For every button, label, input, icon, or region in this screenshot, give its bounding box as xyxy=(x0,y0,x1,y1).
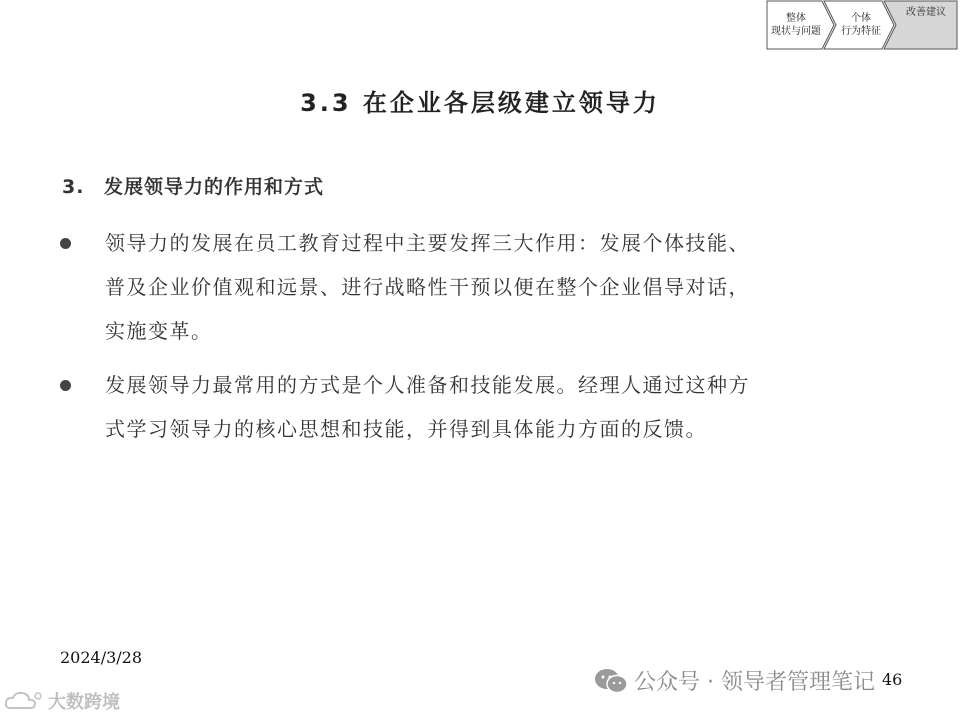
section-title: 发展领导力的作用和方式 xyxy=(104,176,325,198)
account-watermark-text: 公众号 · 领导者管理笔记 xyxy=(634,670,875,695)
account-watermark xyxy=(594,665,875,696)
bullet-2-line-2: 式学习领导力的核心思想和技能，并得到具体能力方面的反馈。 xyxy=(105,417,707,441)
section-progress-nav xyxy=(766,0,958,50)
cloud-logo-icon xyxy=(4,690,44,712)
bottom-watermark xyxy=(4,688,120,714)
bullet-2-line-1: 发展领导力最常用的方式是个人准备和技能发展。经理人通过这种方 xyxy=(105,373,750,397)
bottom-watermark-text: 大数跨境 xyxy=(48,692,120,713)
step-label-3: 改善建议 xyxy=(906,7,946,18)
wechat-icon xyxy=(594,668,628,694)
step-label-1: 整体 现状与问题 xyxy=(771,13,821,37)
bullet-1-line-1: 领导力的发展在员工教育过程中主要发挥三大作用：发展个体技能、 xyxy=(105,231,750,255)
footer-date: 2024/3/28 xyxy=(60,648,143,667)
section-number: 3. xyxy=(62,176,85,198)
bullet-dot xyxy=(60,238,71,249)
section-heading xyxy=(62,172,324,199)
page-number: 46 xyxy=(882,670,903,689)
page-title: 3.3 在企业各层级建立领导力 xyxy=(300,89,660,117)
step-label-2: 个体 行为特征 xyxy=(841,13,881,37)
bullet-dot xyxy=(60,380,71,391)
bullet-1-line-3: 实施变革。 xyxy=(105,319,213,343)
bullet-1-line-2: 普及企业价值观和远景、进行战略性干预以便在整个企业倡导对话， xyxy=(105,275,750,299)
